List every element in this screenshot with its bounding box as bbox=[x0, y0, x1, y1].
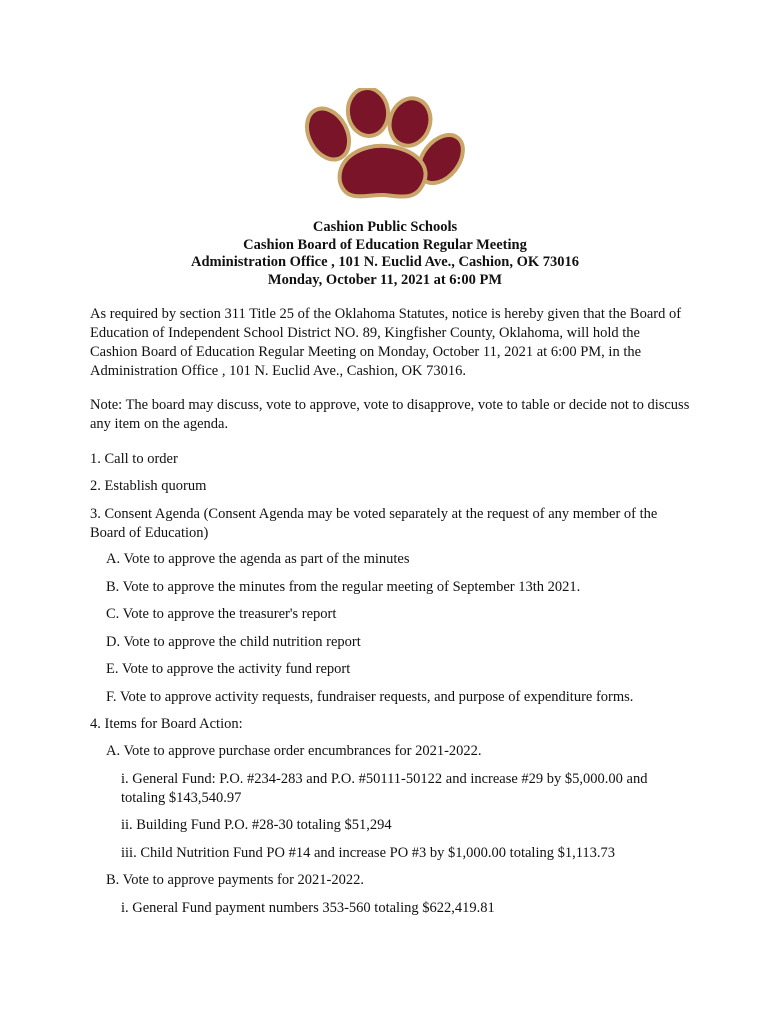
paw-toe-2 bbox=[345, 88, 391, 139]
purchase-order-general-fund: i. General Fund: P.O. #234-283 and P.O. #50111-50122 and increase #29 by $5,000.00 and totaling $143,540.97 bbox=[121, 771, 648, 806]
consent-item-a: A. Vote to approve the agenda as part of the minutes bbox=[106, 551, 410, 567]
note-paragraph: Note: The board may discuss, vote to approve, vote to disapprove, vote to table or decide not to discuss any item on the agenda. bbox=[90, 397, 690, 432]
consent-item-c: C. Vote to approve the treasurer's report bbox=[106, 606, 337, 622]
paw-print-logo bbox=[300, 88, 468, 208]
paw-pad bbox=[340, 146, 426, 197]
consent-item-b: B. Vote to approve the minutes from the regular meeting of September 13th 2021. bbox=[106, 579, 581, 595]
payment-general-fund: i. General Fund payment numbers 353-560 totaling $622,419.81 bbox=[121, 900, 495, 916]
action-item-b: B. Vote to approve payments for 2021-2022. bbox=[106, 872, 365, 888]
meeting-location: Administration Office , 101 N. Euclid Ave., Cashion, OK 73016 bbox=[190, 254, 580, 270]
agenda-item-2: 2. Establish quorum bbox=[90, 478, 207, 494]
purchase-order-building-fund: ii. Building Fund P.O. #28-30 totaling $51,294 bbox=[121, 817, 392, 833]
notice-paragraph: As required by section 311 Title 25 of the Oklahoma Statutes, notice is hereby given that the Board of Education of Independent School District NO. 89, Kingfisher County, Oklahoma, will hold the Cashion Board of Education Regular Meeting on Monday, October 11, 2021 at 6:00 PM, in the Administration Office , 101 N. Euclid Ave., Cashion, OK 73016. bbox=[90, 306, 682, 379]
org-name: Cashion Public Schools bbox=[312, 219, 458, 235]
consent-item-f: F. Vote to approve activity requests, fundraiser requests, and purpose of expenditure forms. bbox=[106, 689, 634, 705]
meeting-header bbox=[0, 219, 770, 289]
paw-toe-3 bbox=[384, 93, 437, 151]
purchase-order-child-nutrition: iii. Child Nutrition Fund PO #14 and increase PO #3 by $1,000.00 totaling $1,113.73 bbox=[121, 845, 616, 861]
consent-item-d: D. Vote to approve the child nutrition report bbox=[106, 634, 361, 650]
action-item-a: A. Vote to approve purchase order encumbrances for 2021-2022. bbox=[106, 743, 482, 759]
meeting-datetime: Monday, October 11, 2021 at 6:00 PM bbox=[267, 271, 503, 288]
consent-item-e: E. Vote to approve the activity fund report bbox=[106, 661, 351, 677]
meeting-title: Cashion Board of Education Regular Meeting bbox=[243, 236, 527, 253]
agenda-item-3: 3. Consent Agenda (Consent Agenda may be voted separately at the request of any member of the Board of Education) bbox=[90, 506, 658, 541]
agenda-item-1: 1. Call to order bbox=[90, 451, 178, 467]
agenda-item-4: 4. Items for Board Action: bbox=[90, 716, 243, 732]
